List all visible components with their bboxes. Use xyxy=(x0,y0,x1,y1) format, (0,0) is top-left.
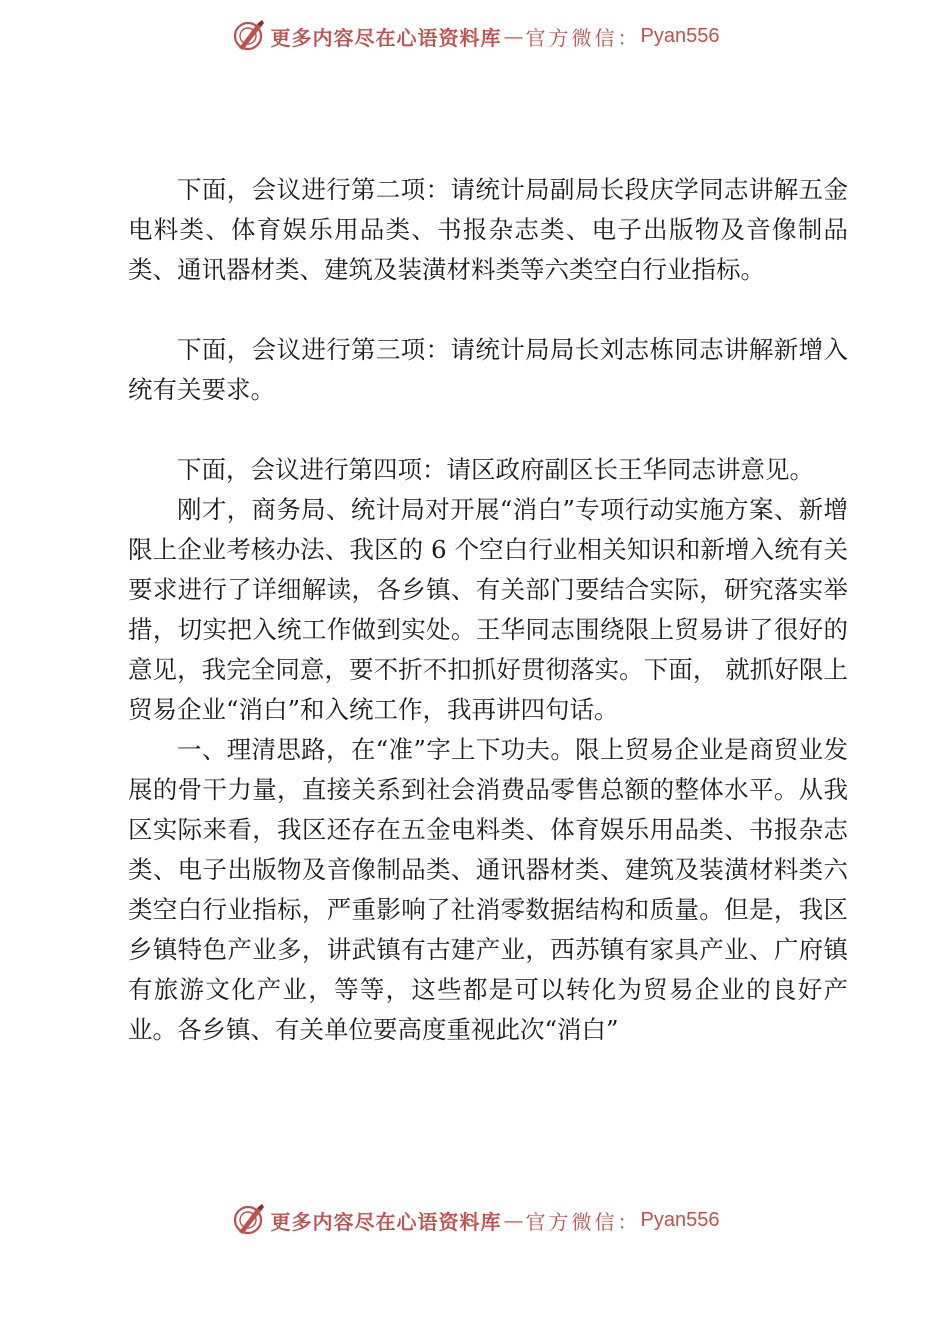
wechat-id: Pyan556 xyxy=(640,1208,720,1231)
paragraph-item-3: 下面，会议进行第三项：请统计局局长刘志栋同志讲解新增入统有关要求。 xyxy=(128,335,848,404)
paragraph-point-1: 一、理清思路，在“准”字上下功夫。限上贸易企业是商贸业发展的骨干力量，直接关系到社会消费品零售总额的整体水平。从我区实际来看，我区还存在五金电料类、体育娱乐用品类、书报杂志类、电子出版物及音像制品类、通讯器材类、建筑及装潢材料类六类空白行业指标，严重影响了社消零数据结构和质量。但是，我区乡镇特色产业多，讲武镇有古建产业，西苏镇有家具产业、广府镇有旅游文化产业，等等，这些都是可以转化为贸易企业的良好产业。各乡镇、有关单位要高度重视此次“消白” xyxy=(128,735,848,1044)
banner-dash: — xyxy=(503,24,524,48)
pen-logo-icon xyxy=(231,18,267,54)
footer-banner xyxy=(0,1198,950,1242)
paragraph-spacer xyxy=(128,290,848,330)
banner-dash: — xyxy=(503,1208,524,1232)
wechat-label: 官方微信： xyxy=(525,1209,641,1234)
header-banner xyxy=(0,14,950,58)
wechat-label: 官方微信： xyxy=(525,25,641,50)
site-name: 更多内容尽在心语资料库 xyxy=(270,25,502,50)
site-name: 更多内容尽在心语资料库 xyxy=(270,1209,502,1234)
paragraph-item-2: 下面，会议进行第二项：请统计局副局长段庆学同志讲解五金电料类、体育娱乐用品类、书报杂志类、电子出版物及音像制品类、通讯器材类、建筑及装潢材料类等六类空白行业指标。 xyxy=(128,175,848,284)
pen-logo-icon xyxy=(231,1202,267,1238)
wechat-id: Pyan556 xyxy=(640,24,720,47)
paragraph-item-4: 下面，会议进行第四项：请区政府副区长王华同志讲意见。 xyxy=(177,455,814,484)
paragraph-spacer xyxy=(128,410,848,450)
document-body xyxy=(128,170,848,1050)
paragraph-summary: 刚才，商务局、统计局对开展“消白”专项行动实施方案、新增限上企业考核办法、我区的 6 个空白行业相关知识和新增入统有关要求进行了详细解读，各乡镇、有关部门要结合实际，研究落实举措，切实把入统工作做到实处。王华同志围绕限上贸易讲了很好的意见，我完全同意，要不折不扣抓好贯彻落实。下面， 就抓好限上贸易企业“消白”和入统工作，我再讲四句话。 xyxy=(128,495,848,724)
